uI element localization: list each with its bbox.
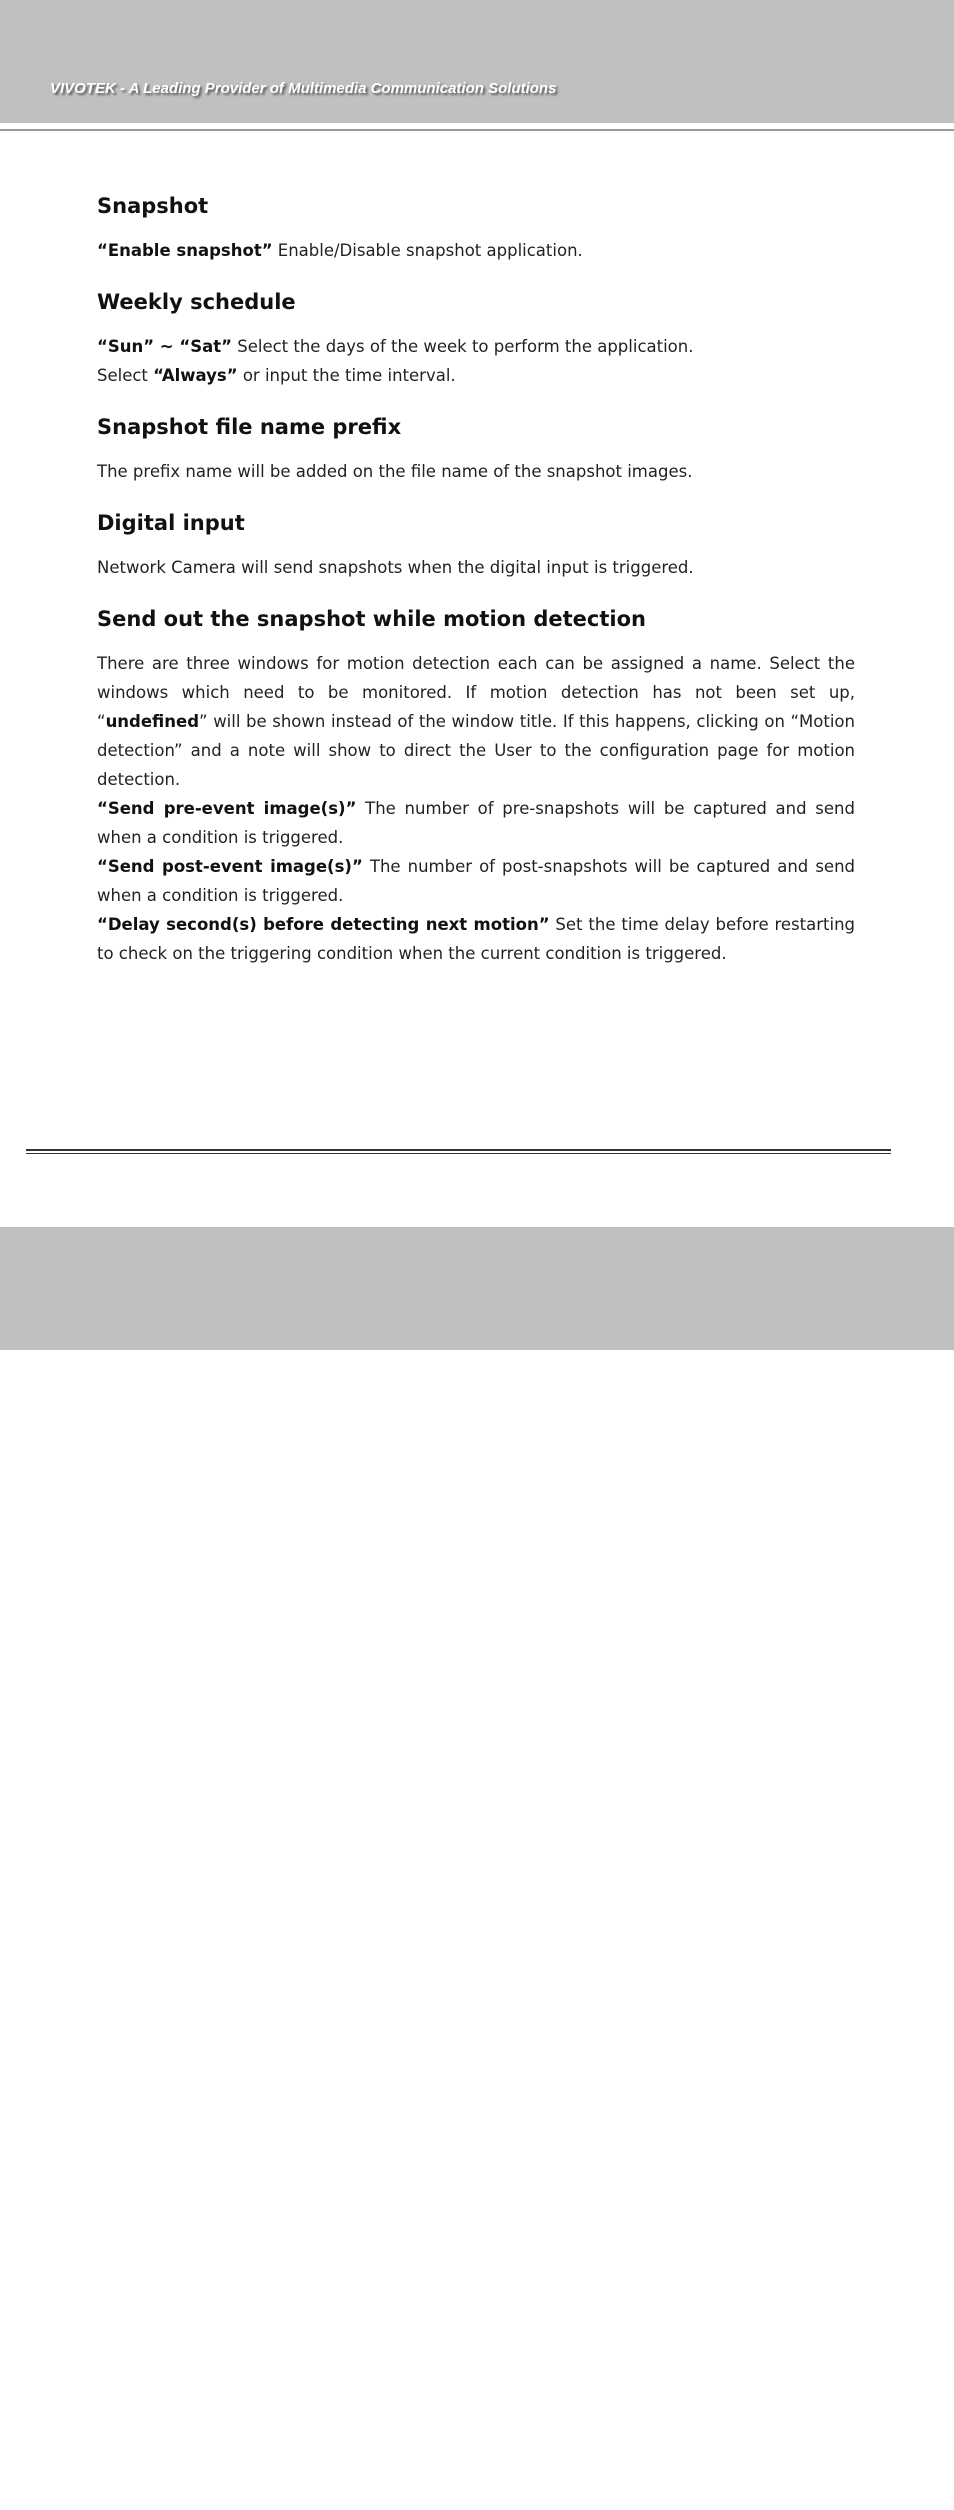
- header-title: VIVOTEK - A Leading Provider of Multimedia Communication Solutions: [50, 80, 557, 97]
- header-band: [0, 0, 954, 123]
- motion-detection-heading: Send out the snapshot while motion detection: [97, 607, 646, 631]
- motion-windows-text-a: There are three windows for motion detection each can be assigned a name. Select the windows which need to be monitored. If motion detection has not been set up, “: [97, 654, 855, 731]
- post-event-term: “Send post-event image(s)”: [97, 857, 363, 876]
- enable-snapshot-term: “Enable snapshot”: [97, 241, 273, 260]
- snapshot-paragraph: [97, 236, 855, 265]
- weekly-paragraph-days: [97, 332, 855, 361]
- enable-snapshot-text: Enable/Disable snapshot application.: [272, 241, 583, 260]
- file-prefix-heading: Snapshot file name prefix: [97, 415, 402, 439]
- footer-divider-thick: [26, 1149, 891, 1151]
- pre-event-term: “Send pre-event image(s)”: [97, 799, 357, 818]
- delay-text: Set the time delay before restarting to check on the triggering condition when the current condition is triggered.: [97, 915, 855, 963]
- motion-windows-text-b: ” will be shown instead of the window title. If this happens, clicking on “Motion detection” and a note will show to direct the User to the configuration page for motion detection.: [97, 712, 855, 789]
- footer-band: [0, 1227, 954, 2509]
- main-content: [97, 185, 855, 968]
- pre-event-text: The number of pre-snapshots will be captured and send when a condition is triggered.: [97, 799, 855, 847]
- post-event-paragraph: [97, 852, 855, 910]
- pre-event-paragraph: [97, 794, 855, 852]
- weekly-paragraph-always: [97, 361, 855, 390]
- undefined-term: undefined: [105, 712, 200, 731]
- digital-input-paragraph: Network Camera will send snapshots when the digital input is triggered.: [97, 558, 694, 577]
- file-prefix-paragraph: The prefix name will be added on the file name of the snapshot images.: [97, 462, 693, 481]
- snapshot-heading: Snapshot: [97, 194, 209, 218]
- sun-sat-text: Select the days of the week to perform the application.: [231, 337, 694, 356]
- page-number-label: 39 - User's Manual: [52, 2489, 203, 2509]
- post-event-text: The number of post-snapshots will be captured and send when a condition is triggered.: [97, 857, 856, 905]
- sun-sat-term: “Sun” ~ “Sat”: [97, 337, 232, 356]
- always-text: or input the time interval.: [237, 366, 456, 385]
- weekly-schedule-heading: Weekly schedule: [97, 290, 296, 314]
- motion-windows-paragraph: [97, 649, 855, 794]
- digital-input-heading: Digital input: [97, 511, 245, 535]
- delay-term: “Delay second(s) before detecting next motion”: [97, 915, 550, 934]
- footer-divider-thin: [26, 1153, 891, 1154]
- always-pre-text: Select: [97, 366, 154, 385]
- delay-paragraph: [97, 910, 855, 968]
- header-divider: [0, 129, 954, 131]
- always-term: “Always”: [153, 366, 238, 385]
